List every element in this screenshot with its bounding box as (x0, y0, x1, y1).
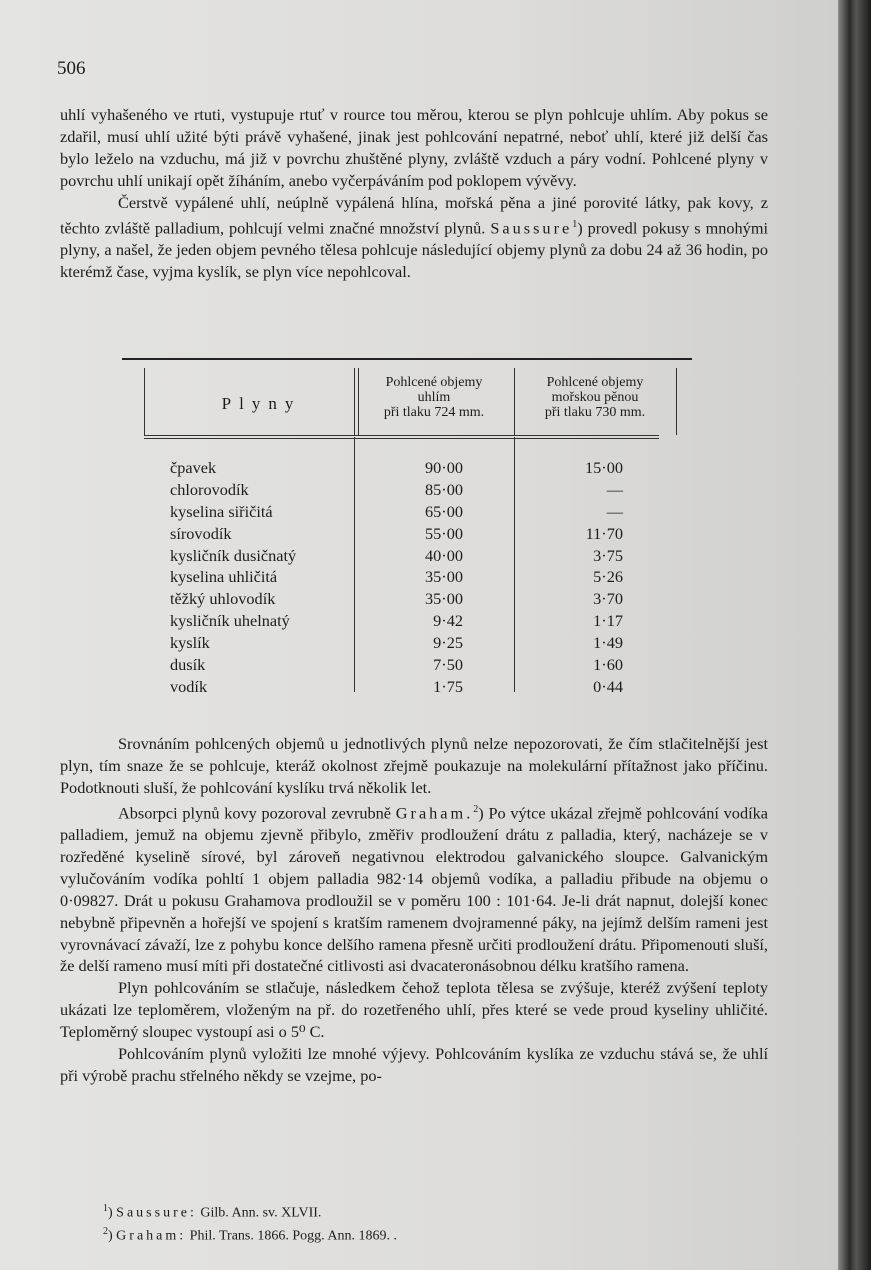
table-row (122, 566, 692, 588)
table-row (122, 479, 692, 501)
meerschaum-volume: — (606, 501, 623, 521)
meerschaum-volume: 3·70 (593, 589, 623, 609)
meerschaum-volume: — (606, 479, 623, 499)
gas-absorption-table (122, 358, 692, 698)
author-name: Graham. (395, 803, 474, 823)
footnote-mark: 1 (103, 1203, 108, 1214)
table-row (122, 501, 692, 523)
table-top-rule (122, 358, 692, 360)
author-name: Saussure (490, 217, 573, 237)
header-line: Pohlcené objemy (385, 375, 483, 390)
meerschaum-volume: 1·49 (593, 633, 623, 653)
charcoal-volume: 65·00 (425, 501, 463, 521)
footnote-author: Graham: (116, 1228, 187, 1244)
header-line: uhlím (417, 390, 451, 405)
meerschaum-volume: 1·60 (593, 655, 623, 675)
paragraph: Plyn pohlcováním se stlačuje, následkem čehož teplota tělesa se zvýšuje, kteréž zvýšení teploty ukázati lze teploměrem, vloženým na př. do rozetřeného uhlí, přes které se vede proud kyseliny uhličité. Teploměrný sloupec vystoupí asi o 5⁰ C. (60, 978, 768, 1042)
charcoal-volume: 35·00 (425, 567, 463, 587)
gas-name: kyslík (170, 633, 210, 653)
header-meerschaum (514, 375, 676, 420)
table-row (122, 523, 692, 545)
page-number: 506 (57, 58, 86, 79)
gas-name: kysličník uhelnatý (170, 611, 290, 631)
text-run: Po výtce ukázal zřejmě pohlcování vodíka palladiem, jemuž na objemu zjevně přibylo, změřiv prodloužení drátu z palladia, který, nacházeje se v rozředěné kyselině sírové, byl zároveň negativnou elektrodou galvanického sloupce. Galvanickým vylučováním vodíka pohltí 1 objem palladia 982·14 objemů vodíka, a palladiu přibude na objemu o 0·09827. Drát u pokusu Grahamova prodloužil se v poměru 100 : 101·64. Je-li drát napnut, dolejší konec nebybně připevněn a hořejší ve spojení s kratším ramenem dvojramenné páky, na jejímž delším rameni jest vyrovnávací závaží, lze z pohybu konce delšího ramena přesně určiti prodloužení drátu. Připomenouti sluší, že delší rameno musí míti při dostatečné citlivosti asi dvacateronásobnou délku kratšího ramena. (60, 803, 768, 976)
header-gases: Plyny (221, 394, 302, 413)
table-row (122, 632, 692, 654)
meerschaum-volume: 15·00 (585, 458, 623, 477)
paragraph: uhlí vyhašeného ve rtuti, vystupuje rtuť v rource tou měrou, kterou se plyn pohlcuje uhlím. Aby pokus se zdařil, musí uhlí užité býti právě vyhašené, jinak jest pohlcování nepatrné, neboť uhlí, které již delší čas bylo leželo na vzduchu, má již v povrchu zhuštěné plyny, zvláště vzduch a páry vodní. Pohlcené plyny v povrchu uhlí unikají opět žíháním, anebo vyčerpáváním pod poklopem vývěvy. (60, 105, 768, 190)
footnote: $^2$) Graham: Phil. Trans. 1866. Pogg. Ann. 1869. . (103, 1225, 397, 1244)
paragraph: Srovnáním pohlcených objemů u jednotlivých plynů nelze nepozorovati, že čím stlačitelnější jest plyn, tím snaze že se pohlcuje, kteráž okolnost zřejmě poukazuje na molekulární přítažnost jako příčinu. Podotknouti sluší, že pohlcování kyslíku trvá několik let. (60, 734, 768, 797)
body-text-top (60, 104, 768, 283)
gas-name: čpavek (170, 458, 217, 477)
charcoal-volume: 40·00 (425, 545, 463, 565)
table-row (122, 676, 692, 698)
footnote-text: Gilb. Ann. sv. XLVII. (200, 1205, 322, 1221)
footnote-ref: 2 (473, 803, 479, 815)
gas-name: dusík (170, 655, 206, 675)
table-row (122, 588, 692, 610)
table-row (122, 654, 692, 676)
gas-name: těžký uhlovodík (170, 589, 276, 609)
charcoal-volume: 55·00 (425, 523, 463, 543)
table-row (122, 545, 692, 567)
paragraph: Čerstvě vypálené uhlí, neúplně vypálená hlína, mořská pěna a jiné porovité látky, pak kovy, z těchto zvláště palladium, pohlcují velmi značné množství plynů. Saussure$^1$) provedl pokusy s mnohými plyny, a našel, že jeden objem pevného tělesa pohlcuje následující objemy plynů za dobu 24 až 36 hodin, po kterémž čase, vyjma kyslík, se plyn více nepohlcoval. (60, 192, 769, 281)
meerschaum-volume: 1·17 (593, 611, 623, 631)
text-run: Čerstvě vypálené uhlí, neúplně vypálená hlína, mořská pěna a jiné porovité látky, pak kovy, z těchto zvláště palladium, pohlcují velmi značné množství plynů. (60, 192, 768, 237)
footnotes (103, 1200, 397, 1245)
charcoal-volume: 9·25 (433, 633, 463, 653)
meerschaum-volume: 0·44 (593, 676, 623, 696)
meerschaum-volume: 11·70 (585, 523, 623, 543)
gas-name: kysličník dusičnatý (170, 545, 297, 565)
charcoal-volume: 9·42 (433, 611, 463, 631)
header-line: Pohlcené objemy (546, 375, 644, 390)
meerschaum-volume: 5·26 (593, 567, 623, 587)
header-line: při tlaku 730 mm. (544, 405, 646, 420)
text-run: provedl pokusy s mnohými plyny, a našel, že jeden objem pevného tělesa pohlcuje následující objemy plynů za dobu 24 až 36 hodin, po kterémž čase, vyjma kyslík, se plyn více nepohlcoval. (60, 217, 769, 281)
header-double-rule (144, 435, 659, 439)
footnote-text: Phil. Trans. 1866. Pogg. Ann. 1869. . (189, 1228, 397, 1244)
gas-name: kyselina siřičitá (170, 501, 273, 521)
paragraph: Pohlcováním plynů vyložiti lze mnohé výjevy. Pohlcováním kyslíka ze vzduchu stává se, že uhlí při výrobě prachu střelného někdy se vzejme, po- (60, 1044, 768, 1086)
gas-name: kyselina uhličitá (170, 567, 278, 587)
gas-name: chlorovodík (170, 479, 249, 499)
table-divider (676, 368, 677, 435)
charcoal-volume: 35·00 (425, 589, 463, 609)
charcoal-volume: 1·75 (433, 676, 463, 696)
footnote-mark: 2 (103, 1225, 108, 1237)
table-row (122, 610, 692, 632)
meerschaum-volume: 3·75 (593, 545, 623, 565)
table-body (122, 457, 692, 698)
header-line: mořskou pěnou (551, 390, 639, 405)
footnote-ref: 1 (572, 218, 578, 230)
footnote-author: Saussure: (116, 1205, 197, 1221)
footnote: $^1$) Saussure: Gilb. Ann. sv. XLVII. (103, 1203, 322, 1221)
book-spine-shadow (838, 0, 871, 1270)
header-charcoal (354, 375, 514, 420)
text-run: Absorpci plynů kovy pozoroval zevrubně (118, 803, 392, 823)
table-row (122, 457, 692, 479)
header-line: při tlaku 724 mm. (383, 405, 485, 420)
paragraph: Absorpci plynů kovy pozoroval zevrubně Graham.$^2$) Po výtce ukázal zřejmě pohlcování vodíka palladiem, jemuž na objemu zjevně přibylo, změřiv prodloužení drátu z palladia, který, nacházeje se v rozředěné kyselině sírové, byl zároveň negativnou elektrodou galvanického sloupce. Galvanickým vylučováním vodíka pohltí 1 objem palladia 982·14 objemů vodíka, a palladiu přibude na objemu o 0·09827. Drát u pokusu Grahamova prodloužil se v poměru 100 : 101·64. Je-li drát napnut, dolejší konec nebybně připevněn a hořejší ve spojení s kratším ramenem dvojramenné páky, na jejímž delším rameni jest vyrovnávací závaží, lze z pohybu konce delšího ramena přesně určiti prodloužení drátu. Připomenouti sluší, že delší rameno musí míti při dostatečné citlivosti asi dvacateronásobnou délku kratšího ramena. (60, 803, 768, 976)
body-text-bottom (60, 733, 768, 1087)
gas-name: vodík (170, 676, 208, 696)
charcoal-volume: 90·00 (425, 458, 463, 477)
charcoal-volume: 7·50 (433, 655, 463, 675)
charcoal-volume: 85·00 (425, 479, 463, 499)
gas-name: sírovodík (170, 523, 232, 543)
